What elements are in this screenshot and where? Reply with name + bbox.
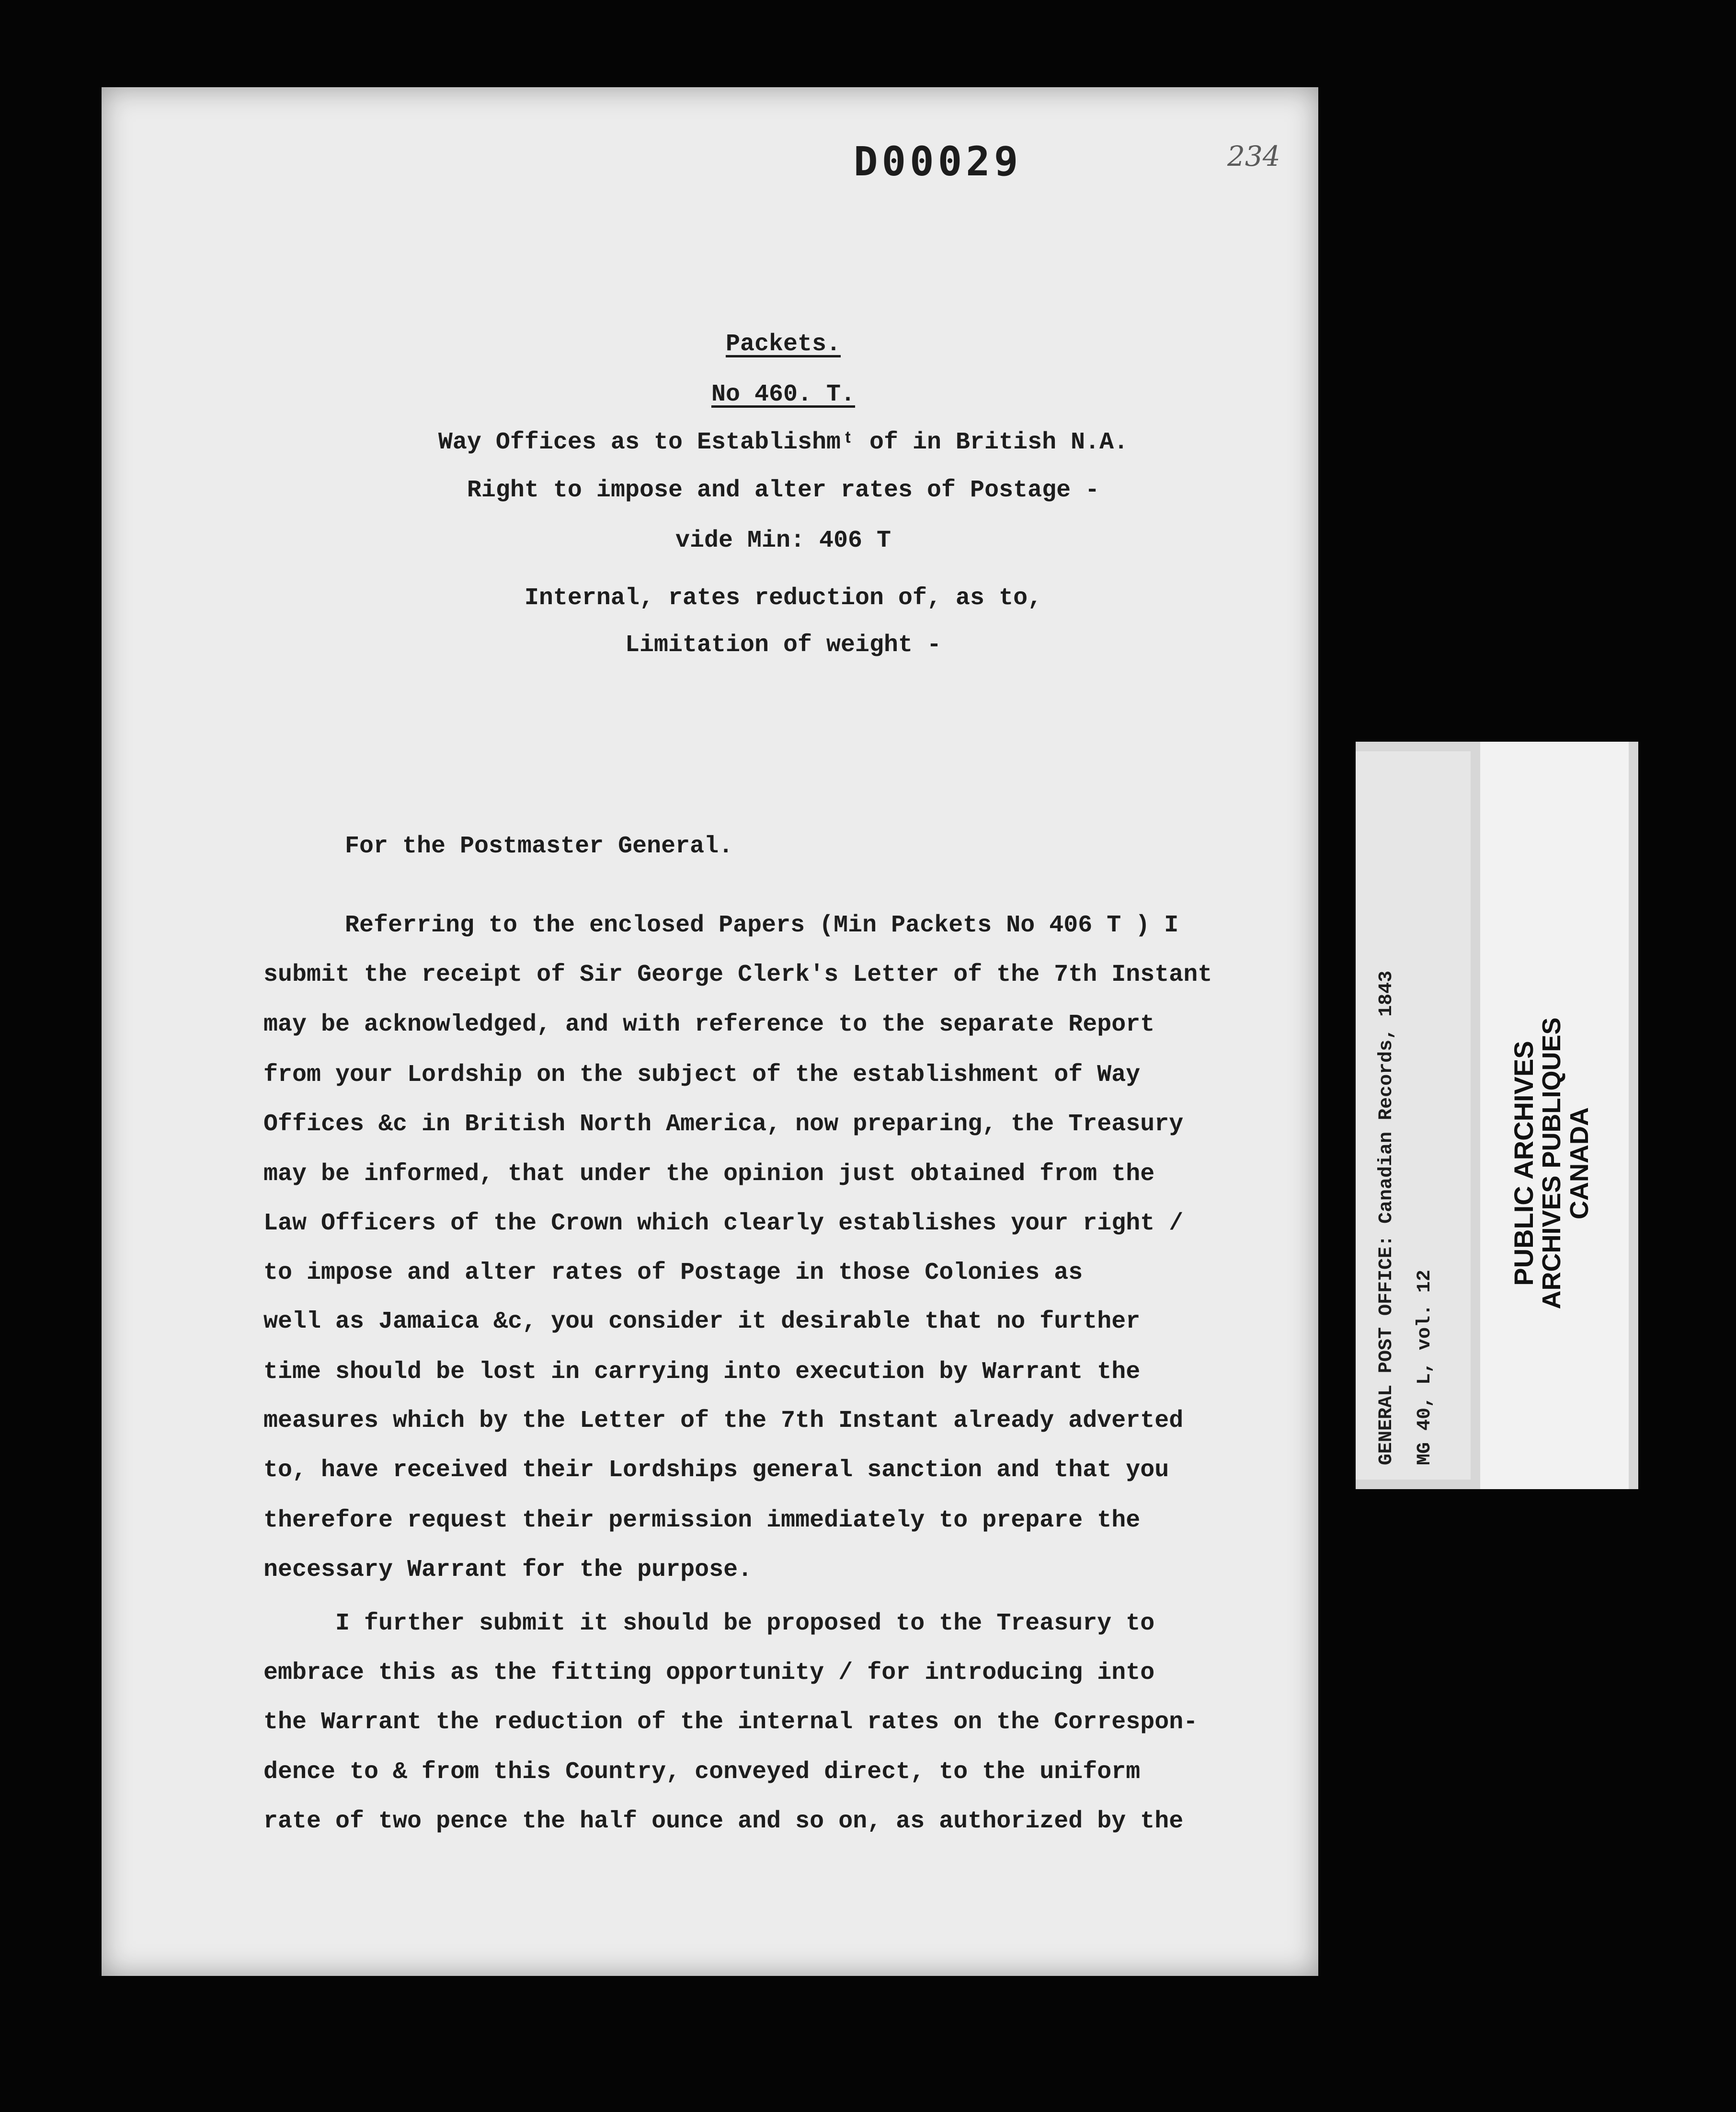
body-line: to, have received their Lordships general sanction and that you <box>263 1457 1169 1484</box>
stamp-line-3: CANADA <box>1565 1107 1594 1219</box>
body-line: therefore request their permission immediately to prepare the <box>263 1507 1141 1534</box>
heading-number: No 460. T. <box>711 381 856 408</box>
heading-rates: Right to impose and alter rates of Postage - <box>467 477 1100 504</box>
body-line: may be acknowledged, and with reference to the separate Report <box>263 1011 1155 1038</box>
label-line-2: MG 40, L, vol. 12 <box>1414 1269 1436 1465</box>
body-line: necessary Warrant for the purpose. <box>263 1556 753 1584</box>
body-line: submit the receipt of Sir George Clerk's Letter of the 7th Instant <box>263 961 1212 988</box>
body-line: dence to & from this Country, conveyed direct, to the uniform <box>263 1758 1141 1786</box>
heading-packets: Packets. <box>725 331 841 358</box>
body-line: Offices &c in British North America, now preparing, the Treasury <box>263 1111 1184 1138</box>
body-line: well as Jamaica &c, you consider it desirable that no further <box>263 1308 1141 1335</box>
stamp-line-2: ARCHIVES PUBLIQUES <box>1537 1017 1566 1309</box>
heading-internal: Internal, rates reduction of, as to, <box>524 585 1042 612</box>
archive-label <box>1356 742 1638 1489</box>
label-records-strip <box>1356 751 1471 1480</box>
archive-stamp <box>1480 742 1629 1489</box>
body-line: I further submit it should be proposed to the Treasury to <box>335 1610 1155 1637</box>
body-line: may be informed, that under the opinion just obtained from the <box>263 1160 1155 1188</box>
body-line: from your Lordship on the subject of the establishment of Way <box>263 1061 1141 1089</box>
heading-vide: vide Min: 406 T <box>675 527 891 554</box>
heading-limitation: Limitation of weight - <box>625 631 942 659</box>
body-line: to impose and alter rates of Postage in those Colonies as <box>263 1259 1083 1286</box>
document-number: D00029 <box>854 138 1022 185</box>
body-line: measures which by the Letter of the 7th Instant already adverted <box>263 1407 1184 1435</box>
body-line: Referring to the enclosed Papers (Min Packets No 406 T ) I <box>345 912 1179 939</box>
salutation: For the Postmaster General. <box>345 833 733 860</box>
body-line: embrace this as the fitting opportunity / for introducing into <box>263 1659 1155 1687</box>
body-line: time should be lost in carrying into execution by Warrant the <box>263 1358 1141 1386</box>
stamp-line-1: PUBLIC ARCHIVES <box>1508 1041 1539 1286</box>
folio-number: 234 <box>1227 140 1280 172</box>
heading-way-offices: Way Offices as to Establishmᵗ of in British N.A. <box>438 429 1129 456</box>
body-line: rate of two pence the half ounce and so on, as authorized by the <box>263 1808 1184 1835</box>
body-line: Law Officers of the Crown which clearly establishes your right / <box>263 1210 1184 1237</box>
body-line: the Warrant the reduction of the internal rates on the Correspon- <box>263 1709 1198 1736</box>
label-line-1: GENERAL POST OFFICE: Canadian Records, 1843 <box>1376 970 1397 1465</box>
